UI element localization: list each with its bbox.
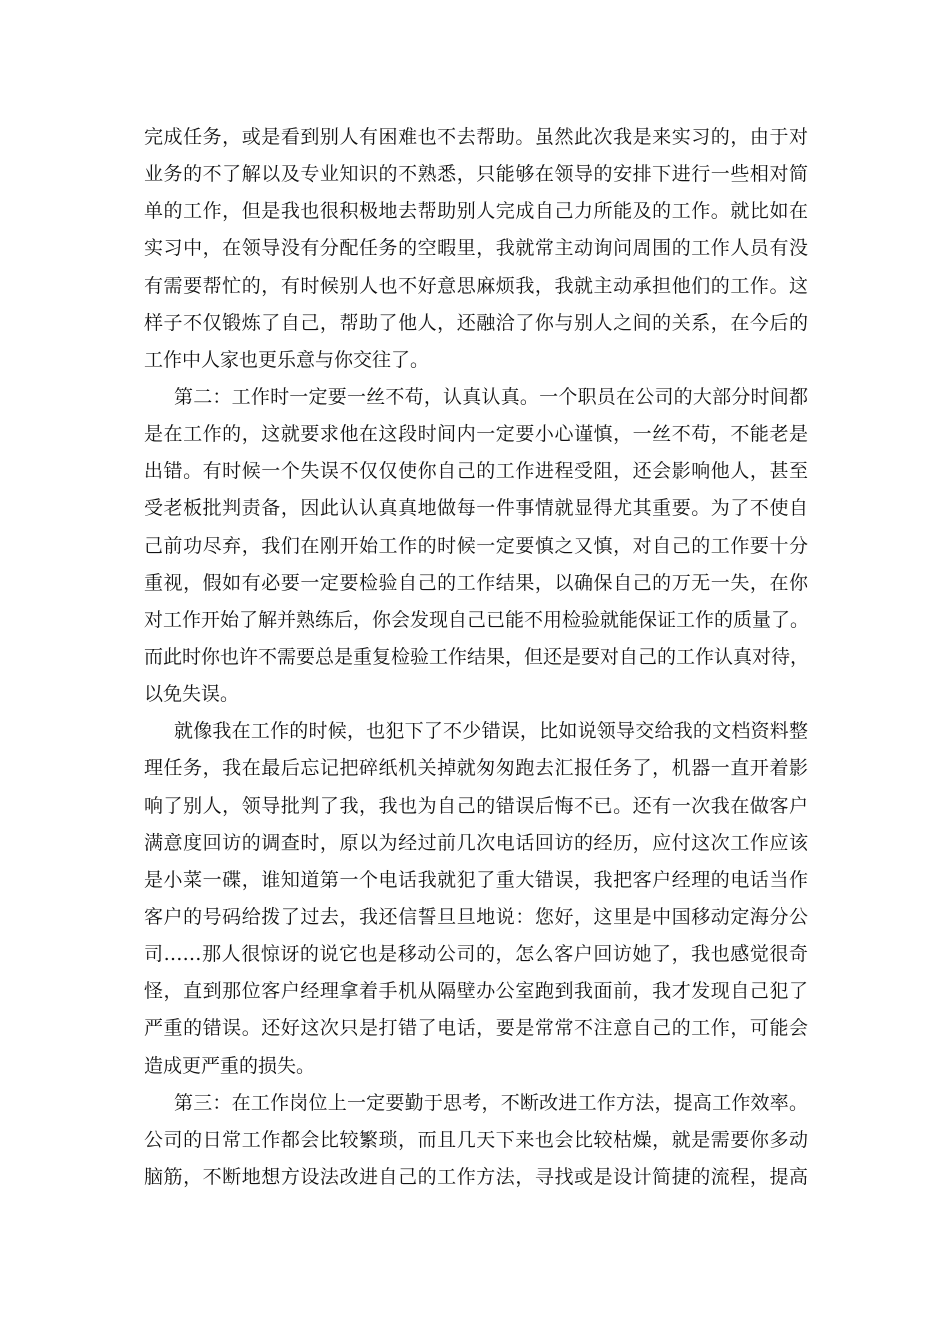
- text-line: 满意度回访的调查时，原以为经过前几次电话回访的经历，应付这次工作应该: [144, 831, 808, 854]
- text-line: 司……那人很惊讶的说它也是移动公司的，怎么客户回访她了，我也感觉很奇: [144, 943, 808, 966]
- text-line: 受老板批判责备，因此认认真真地做每一件事情就显得尤其重要。为了不使自: [144, 497, 808, 520]
- text-line: 有需要帮忙的，有时候别人也不好意思麻烦我，我就主动承担他们的工作。这: [144, 274, 808, 297]
- text-line: 严重的错误。还好这次只是打错了电话，要是常常不注意自己的工作，可能会: [144, 1017, 808, 1040]
- text-line: 公司的日常工作都会比较繁琐，而且几天下来也会比较枯燥，就是需要你多动: [144, 1128, 808, 1151]
- text-line: 工作中人家也更乐意与你交往了。: [144, 348, 430, 371]
- paragraph-heading-line: 第三：在工作岗位上一定要勤于思考，不断改进工作方法，提高工作效率。: [174, 1091, 808, 1114]
- text-line: 客户的号码给拨了过去，我还信誓旦旦地说：您好，这里是中国移动定海分公: [144, 905, 808, 928]
- text-line: 出错。有时候一个失误不仅仅使你自己的工作进程受阻，还会影响他人，甚至: [144, 460, 808, 483]
- paragraph-first-line: 就像我在工作的时候，也犯下了不少错误，比如说领导交给我的文档资料整: [174, 720, 808, 743]
- text-line: 造成更严重的损失。: [144, 1054, 316, 1077]
- text-line: 对工作开始了解并熟练后，你会发现自己已能不用检验就能保证工作的质量了。: [144, 608, 810, 631]
- text-line: 脑筋，不断地想方设法改进自己的工作方法，寻找或是设计简捷的流程，提高: [144, 1165, 808, 1188]
- text-line: 以免失误。: [144, 683, 240, 706]
- text-line: 理任务，我在最后忘记把碎纸机关掉就匆匆跑去汇报任务了，机器一直开着影: [144, 757, 808, 780]
- paragraph-heading-line: 第二：工作时一定要一丝不苟，认真认真。一个职员在公司的大部分时间都: [174, 385, 808, 408]
- text-line: 单的工作，但是我也很积极地去帮助别人完成自己力所能及的工作。就比如在: [144, 200, 808, 223]
- text-line: 重视，假如有必要一定要检验自己的工作结果，以确保自己的万无一失，在你: [144, 571, 808, 594]
- text-line: 业务的不了解以及专业知识的不熟悉，只能够在领导的安排下进行一些相对简: [144, 163, 808, 186]
- text-line: 是在工作的，这就要求他在这段时间内一定要小心谨慎，一丝不苟，不能老是: [144, 423, 808, 446]
- text-line: 己前功尽弃，我们在刚开始工作的时候一定要慎之又慎，对自己的工作要十分: [144, 534, 808, 557]
- text-line: 完成任务，或是看到别人有困难也不去帮助。虽然此次我是来实习的，由于对: [144, 126, 808, 148]
- text-line: 响了别人，领导批判了我，我也为自己的错误后悔不已。还有一次我在做客户: [144, 794, 808, 817]
- text-line: 而此时你也许不需要总是重复检验工作结果，但还是要对自己的工作认真对待，: [144, 645, 810, 668]
- text-line: 怪，直到那位客户经理拿着手机从隔壁办公室跑到我面前，我才发现自己犯了: [144, 980, 808, 1003]
- text-line: 实习中，在领导没有分配任务的空暇里，我就常主动询问周围的工作人员有没: [144, 237, 808, 260]
- text-line: 样子不仅锻炼了自己，帮助了他人，还融洽了你与别人之间的关系，在今后的: [144, 311, 808, 334]
- text-line: 是小菜一碟，谁知道第一个电话我就犯了重大错误，我把客户经理的电话当作: [144, 868, 808, 891]
- document-body: [144, 119, 808, 1196]
